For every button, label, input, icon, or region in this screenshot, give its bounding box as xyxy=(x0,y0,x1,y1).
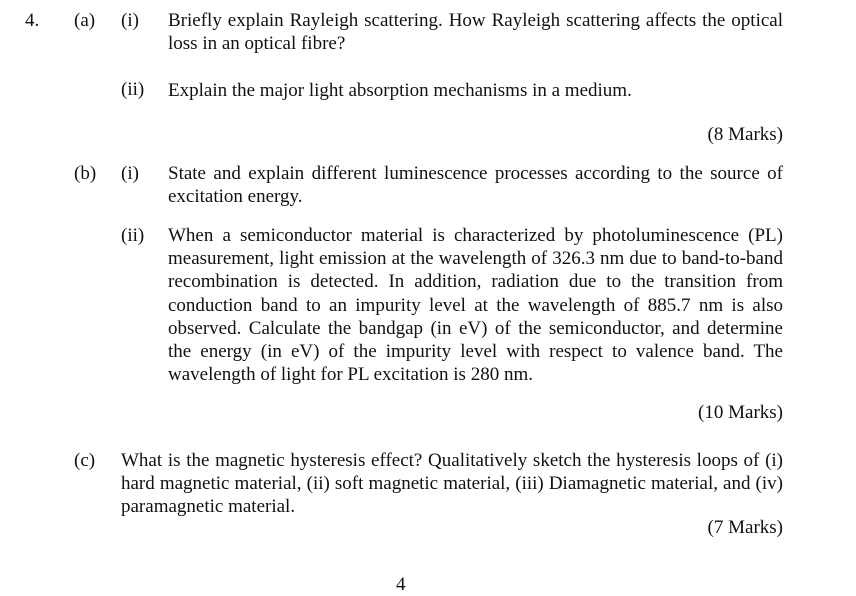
part-b-i-label: (i) xyxy=(121,163,139,184)
part-a-i-text: Briefly explain Rayleigh scattering. How Rayleigh scattering affects the optical loss in an optical fibre? xyxy=(168,10,783,55)
part-b-marks: (10 Marks) xyxy=(698,402,783,423)
part-a-marks: (8 Marks) xyxy=(707,124,783,145)
part-b-ii-text: When a semiconductor material is characterized by photoluminescence (PL) measurement, light emission at the wavelength of 326.3 nm due to band-to-band recombination is detected. In addition, radiation due to the transition from conduction band to an impurity level at the wavelength of 885.7 nm is also observed. Calculate the bandgap (in eV) of the semiconductor, and determine the energy (in eV) of the impurity level with respect to valence band. The wavelength of light for PL excitation is 280 nm. xyxy=(168,225,783,386)
part-a-ii-text: Explain the major light absorption mechanisms in a medium. xyxy=(168,80,632,101)
part-a-ii-label: (ii) xyxy=(121,79,145,100)
part-a-label: (a) xyxy=(74,10,96,31)
part-b-ii-label: (ii) xyxy=(121,225,145,246)
question-number: 4. xyxy=(25,10,40,31)
part-b-label: (b) xyxy=(74,163,97,184)
part-a-i-label: (i) xyxy=(121,10,139,31)
part-b-i-text: State and explain different luminescence processes according to the source of excitation energy. xyxy=(168,163,783,208)
part-c-text: What is the magnetic hysteresis effect? Qualitatively sketch the hysteresis loops of (i) hard magnetic material, (ii) soft magnetic material, (iii) Diamagnetic material, and (iv) paramagnetic material. xyxy=(121,450,783,518)
part-c-marks: (7 Marks) xyxy=(707,517,783,538)
part-c-label: (c) xyxy=(74,450,96,471)
page-number: 4 xyxy=(396,574,406,595)
